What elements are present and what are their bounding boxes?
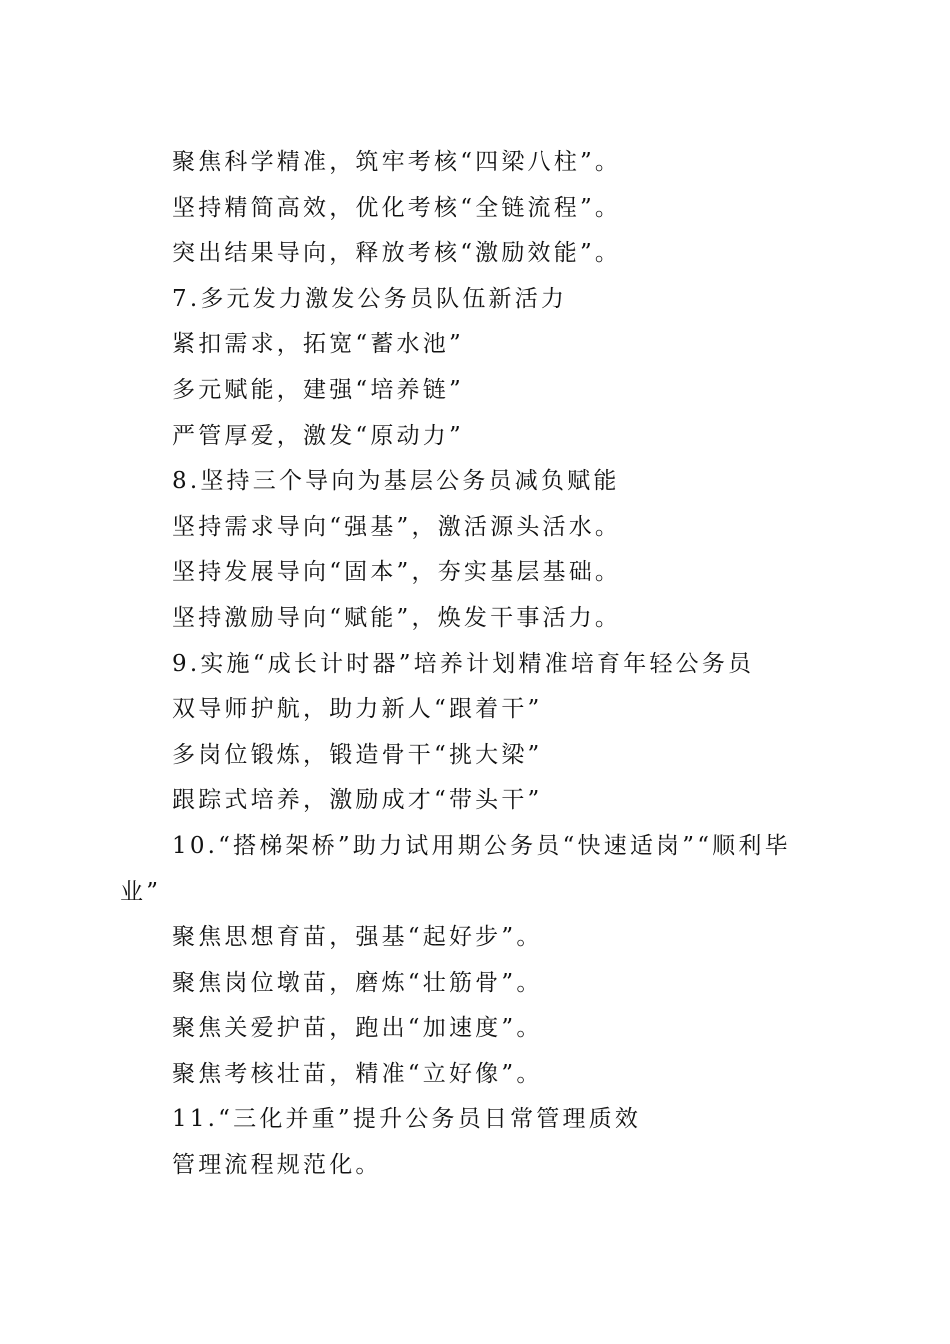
- text-line: 坚持精简高效，优化考核“全链流程”。: [172, 194, 622, 221]
- text-line: 聚焦岗位墩苗，磨炼“壮筋骨”。: [172, 969, 543, 996]
- text-line: 坚持需求导向“强基”，激活源头活水。: [172, 513, 622, 540]
- section-heading-11: 11.“三化并重”提升公务员日常管理质效: [172, 1106, 642, 1133]
- section-heading-9: 9.实施“成长计时器”培养计划精准培育年轻公务员: [172, 650, 755, 677]
- section-heading-10-continued: 业”: [120, 878, 162, 905]
- text-line: 多元赋能，建强“培养链”: [172, 376, 464, 403]
- text-line: 突出结果导向，释放考核“激励效能”。: [172, 240, 622, 267]
- section-heading-7: 7.多元发力激发公务员队伍新活力: [172, 285, 568, 312]
- text-line: 双导师护航，助力新人“跟着干”: [172, 696, 543, 723]
- section-heading-8: 8.坚持三个导向为基层公务员减负赋能: [172, 468, 620, 495]
- text-line: 坚持激励导向“赋能”，焕发干事活力。: [172, 604, 622, 631]
- text-line: 聚焦关爱护苗，跑出“加速度”。: [172, 1015, 543, 1042]
- text-line: 聚焦科学精准，筑牢考核“四梁八柱”。: [172, 149, 622, 175]
- section-heading-10: 10.“搭梯架桥”助力试用期公务员“快速适岗”“顺利毕: [172, 832, 791, 859]
- text-line: 聚焦考核壮苗，精准“立好像”。: [172, 1060, 543, 1087]
- text-line: 聚焦思想育苗，强基“起好步”。: [172, 924, 543, 951]
- text-line: 紧扣需求，拓宽“蓄水池”: [172, 331, 464, 358]
- text-line: 坚持发展导向“固本”，夯实基层基础。: [172, 559, 622, 586]
- document-body: [120, 140, 840, 1189]
- text-line: 严管厚爱，激发“原动力”: [172, 422, 464, 449]
- text-line: 多岗位锻炼，锻造骨干“挑大梁”: [172, 741, 543, 768]
- text-line: 跟踪式培养，激励成才“带头干”: [172, 787, 543, 814]
- text-line: 管理流程规范化。: [172, 1152, 382, 1179]
